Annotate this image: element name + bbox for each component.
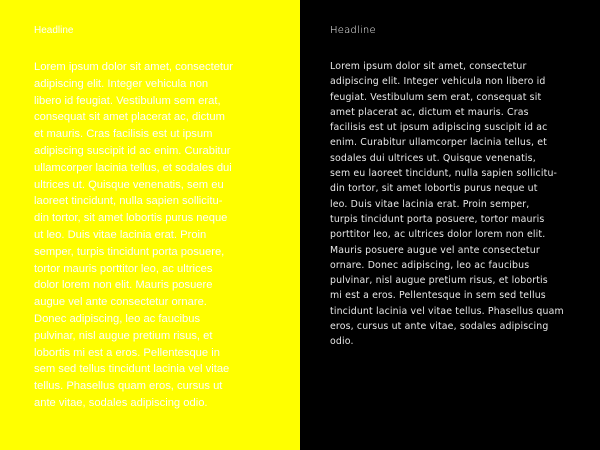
right-body-text: Lorem ipsum dolor sit amet, consectetur adipiscing elit. Integer vehicula non libero id feugiat. Vestibulum sem erat, consequat sit amet placerat ac, dictum et mauris. Cras facilisis est ut ipsum adipiscing suscipit id ac enim. Curabitur ullamcorper lacinia tellus, et sodales dui ultrices ut. Quisque venenatis, sem eu laoreet tincidunt, nulla sapien sollicitu- din tortor, sit amet lobortis purus neque ut leo. Duis vitae lacinia erat. Proin semper, turpis tincidunt porta posuere, tortor mauris porttitor leo, ac ultrices dolor lorem non elit. Mauris posuere augue vel ante consectetur ornare. Donec adipiscing, leo ac faucibus pulvinar, nisl augue pretium risus, et lobortis mi est a eros. Pellentesque in sem sed tellus tincidunt lacinia vel vitae tellus. Phasellus quam eros, cursus ut ante vitae, sodales adipiscing odio. [330, 61, 564, 348]
right-headline: Headline [330, 25, 376, 36]
left-headline: Headline [34, 25, 74, 36]
black-panel [300, 0, 600, 450]
left-body-text: Lorem ipsum dolor sit amet, consectetur adipiscing elit. Integer vehicula non libero id feugiat. Vestibulum sem erat, consequat sit amet placerat ac, dictum et mauris. Cras facilisis est ut ipsum adipiscing suscipit id ac enim. Curabitur ullamcorper lacinia tellus, et sodales dui ultrices ut. Quisque venenatis, sem eu laoreet tincidunt, nulla sapien sollicitu- din tortor, sit amet lobortis purus neque ut leo. Duis vitae lacinia erat. Proin semper, turpis tincidunt porta posuere, tortor mauris porttitor leo, ac ultrices dolor lorem non elit. Mauris posuere augue vel ante consectetur ornare. Donec adipiscing, leo ac faucibus pulvinar, nisl augue pretium risus, et lobortis mi est a eros. Pellentesque in sem sed tellus tincidunt lacinia vel vitae tellus. Phasellus quam eros, cursus ut ante vitae, sodales adipiscing odio. [34, 61, 233, 409]
